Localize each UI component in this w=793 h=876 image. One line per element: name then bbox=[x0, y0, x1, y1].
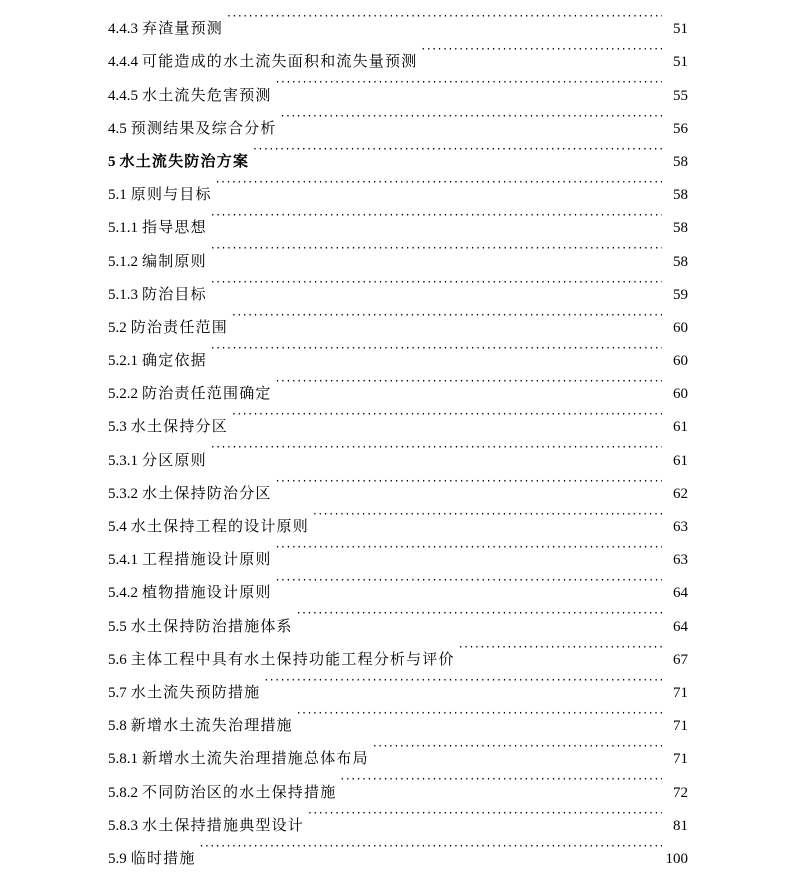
toc-entry-title: 新增水土流失治理措施总体布局 bbox=[142, 749, 369, 768]
toc-entry-page: 63 bbox=[673, 519, 688, 535]
toc-dot-leader bbox=[459, 631, 662, 664]
toc-entry-number: 5.3 bbox=[108, 419, 127, 436]
toc-dot-leader bbox=[264, 664, 662, 697]
toc-entry-number: 4.5 bbox=[108, 120, 127, 137]
toc-entry-page: 58 bbox=[673, 220, 688, 237]
toc-dot-leader bbox=[313, 498, 662, 531]
toc-entry-number: 5.4.2 bbox=[108, 585, 138, 602]
toc-dot-leader bbox=[373, 730, 662, 763]
toc-entry-title: 可能造成的水土流失面积和流失量预测 bbox=[142, 52, 418, 71]
toc-entry-title: 主体工程中具有水土保持功能工程分析与评价 bbox=[130, 649, 455, 668]
toc-dot-leader bbox=[232, 398, 662, 431]
toc-entry-number: 5.2.2 bbox=[108, 386, 138, 403]
toc-dot-leader bbox=[281, 100, 662, 133]
toc-dot-leader bbox=[276, 465, 662, 498]
toc-entry-page: 60 bbox=[673, 319, 688, 336]
toc-entry-title: 防治责任范围确定 bbox=[142, 384, 272, 403]
toc-entry-title: 水土保持工程的设计原则 bbox=[130, 517, 309, 535]
toc-entry-title: 工程措施设计原则 bbox=[142, 550, 272, 569]
toc-entry-page: 61 bbox=[673, 419, 688, 436]
toc-dot-leader bbox=[421, 33, 662, 66]
toc-entry-number: 5.3.1 bbox=[108, 452, 138, 469]
toc-entry-number: 5.8 bbox=[108, 718, 127, 735]
toc-entry-number: 5.2 bbox=[108, 319, 127, 336]
toc-entry-title: 水土保持分区 bbox=[130, 417, 228, 436]
toc-dot-leader bbox=[340, 763, 662, 796]
toc-entry-number: 5.4.1 bbox=[108, 552, 138, 569]
toc-entry-number: 5.2.1 bbox=[108, 353, 138, 370]
toc-entry-title: 水土保持防治分区 bbox=[142, 483, 272, 502]
toc-entry-number: 4.4.5 bbox=[108, 87, 138, 104]
toc-entry-title: 新增水土流失治理措施 bbox=[130, 716, 293, 735]
toc-entry-page: 100 bbox=[665, 850, 688, 867]
toc-entry-page: 63 bbox=[673, 552, 688, 569]
toc-entry-page: 71 bbox=[673, 751, 688, 768]
toc-entry-number: 5.1 bbox=[108, 187, 127, 204]
toc-dot-leader bbox=[227, 0, 662, 33]
toc-entry-page: 58 bbox=[673, 187, 688, 204]
toc-entry-page: 51 bbox=[673, 54, 688, 71]
toc-entry[interactable] bbox=[108, 0, 688, 38]
toc-entry-title: 预测结果及综合分析 bbox=[130, 118, 277, 137]
toc-entry-number: 4.4.4 bbox=[108, 54, 138, 71]
table-of-contents bbox=[108, 0, 688, 867]
toc-entry-title: 指导思想 bbox=[142, 218, 207, 237]
toc-entry-number: 4.4.3 bbox=[108, 21, 138, 38]
toc-entry-number: 5.3.2 bbox=[108, 485, 138, 502]
toc-dot-leader bbox=[216, 166, 662, 199]
toc-entry-page: 71 bbox=[673, 718, 688, 735]
toc-entry-page: 58 bbox=[673, 253, 688, 270]
toc-dot-leader bbox=[211, 332, 662, 365]
toc-entry-page: 55 bbox=[673, 87, 688, 104]
toc-entry-page: 51 bbox=[673, 21, 688, 38]
toc-entry-page: 61 bbox=[673, 452, 688, 469]
toc-entry-number: 5.7 bbox=[108, 684, 127, 701]
toc-entry-page: 60 bbox=[673, 386, 688, 403]
toc-dot-leader bbox=[211, 266, 662, 299]
toc-entry-page: 72 bbox=[673, 784, 688, 801]
toc-entry-title: 防治目标 bbox=[142, 284, 207, 303]
toc-entry-number: 5.8.1 bbox=[108, 751, 138, 768]
toc-dot-leader bbox=[211, 199, 662, 232]
toc-entry-page: 67 bbox=[673, 651, 688, 668]
toc-entry-title: 水土流失危害预测 bbox=[142, 85, 272, 104]
toc-dot-leader bbox=[276, 531, 662, 564]
toc-entry-title: 确定依据 bbox=[142, 351, 207, 370]
toc-entry-title: 水土流失防治方案 bbox=[119, 151, 250, 170]
toc-entry-title: 临时措施 bbox=[130, 848, 196, 867]
toc-entry-page: 81 bbox=[673, 817, 688, 834]
toc-entry-title: 原则与目标 bbox=[130, 185, 212, 204]
toc-dot-leader bbox=[211, 431, 662, 464]
toc-dot-leader bbox=[308, 797, 662, 830]
toc-entry-page: 71 bbox=[673, 684, 688, 701]
toc-entry-title: 编制原则 bbox=[142, 251, 207, 270]
toc-entry-page: 56 bbox=[673, 120, 688, 137]
toc-dot-leader bbox=[297, 697, 662, 730]
toc-entry-page: 64 bbox=[673, 618, 688, 635]
toc-entry-page: 64 bbox=[673, 585, 688, 602]
toc-entry-number: 5.8.3 bbox=[108, 817, 138, 834]
toc-entry-number: 5.1.3 bbox=[108, 286, 138, 303]
toc-entry-number: 5.1.2 bbox=[108, 253, 138, 270]
toc-entry-page: 59 bbox=[673, 286, 688, 303]
toc-entry-number: 5.4 bbox=[108, 519, 127, 535]
toc-dot-leader bbox=[200, 830, 662, 863]
toc-dot-leader bbox=[211, 232, 662, 265]
toc-dot-leader bbox=[253, 133, 662, 166]
toc-dot-leader bbox=[276, 66, 662, 99]
toc-entry-title: 植物措施设计原则 bbox=[142, 583, 272, 602]
toc-entry-number: 5 bbox=[108, 153, 116, 170]
toc-entry-title: 水土保持措施典型设计 bbox=[142, 815, 305, 834]
toc-entry-title: 弃渣量预测 bbox=[142, 19, 224, 38]
toc-entry-number: 5.9 bbox=[108, 850, 127, 867]
toc-entry-number: 5.1.1 bbox=[108, 220, 138, 237]
toc-dot-leader bbox=[276, 564, 662, 597]
toc-dot-leader bbox=[297, 597, 662, 630]
toc-entry-title: 水土流失预防措施 bbox=[130, 682, 261, 701]
toc-dot-leader bbox=[232, 299, 662, 332]
toc-entry-title: 防治责任范围 bbox=[130, 317, 228, 336]
toc-dot-leader bbox=[276, 365, 662, 398]
toc-entry-title: 分区原则 bbox=[142, 450, 207, 469]
toc-entry-number: 5.6 bbox=[108, 651, 127, 668]
toc-entry-page: 60 bbox=[673, 353, 688, 370]
toc-entry-page: 58 bbox=[673, 153, 688, 170]
toc-entry-title: 不同防治区的水土保持措施 bbox=[142, 782, 337, 801]
toc-entry-page: 62 bbox=[673, 485, 688, 502]
toc-entry-number: 5.5 bbox=[108, 618, 127, 635]
toc-entry-number: 5.8.2 bbox=[108, 784, 138, 801]
toc-entry-title: 水土保持防治措施体系 bbox=[130, 616, 293, 635]
